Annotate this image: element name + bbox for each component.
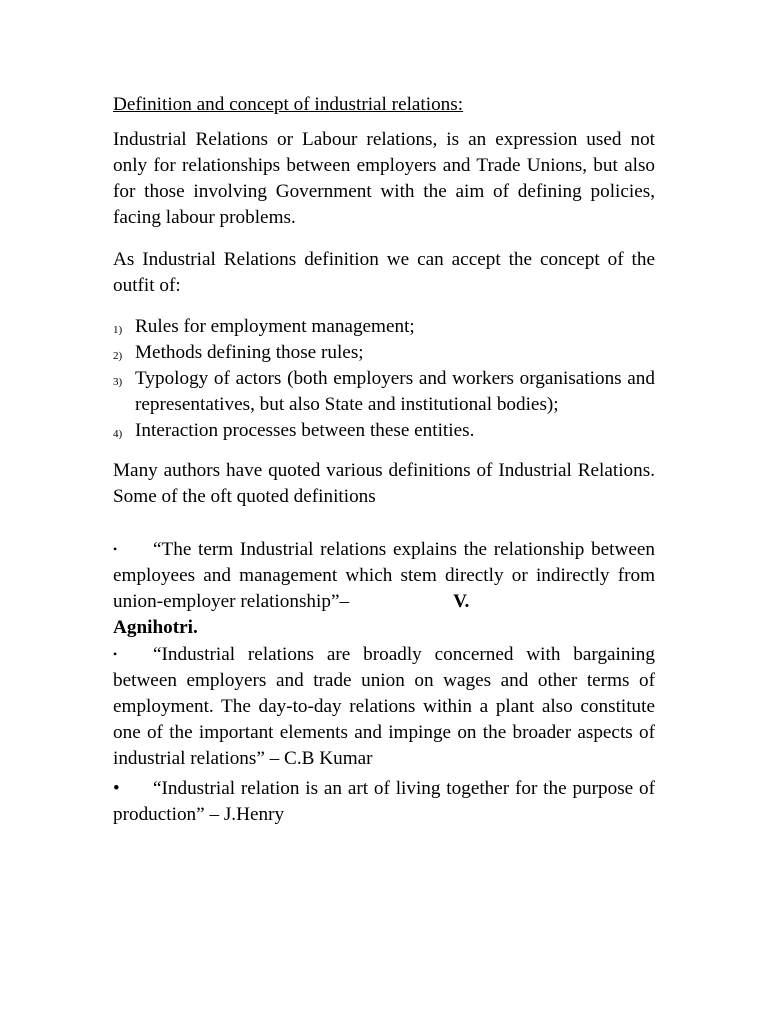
- quote-kumar: [113, 641, 655, 772]
- list-number: 4): [113, 428, 123, 440]
- list-item: [113, 314, 655, 340]
- document-body: [113, 92, 655, 828]
- paragraph-authors: Many authors have quoted various definitions of Industrial Relations. Some of the oft quoted definitions: [113, 460, 655, 507]
- bullet-icon: •: [113, 647, 118, 661]
- page-title: Definition and concept of industrial relations:: [113, 94, 464, 115]
- quote-author: Agnihotri.: [113, 617, 198, 638]
- list-number: 1): [113, 324, 123, 336]
- list-item: [113, 366, 655, 418]
- list-text: Methods defining those rules;: [135, 342, 364, 363]
- quote-author: V.: [453, 591, 470, 612]
- rules-list: [113, 314, 655, 444]
- list-item: [113, 418, 655, 444]
- bullet-icon: •: [113, 542, 118, 556]
- quote-text: “Industrial relation is an art of living together for the purpose of production” – J.Henry: [113, 778, 655, 825]
- list-number: 2): [113, 350, 123, 362]
- quote-agnihotri: [113, 536, 655, 641]
- quote-text: “The term Industrial relations explains the relationship between employees and management which stem directly or indirectly from union-employer relationship”–: [113, 539, 655, 612]
- bullet-icon: •: [113, 778, 120, 799]
- quote-text: “Industrial relations are broadly concerned with bargaining between employers and trade union on wages and other terms of employment. The day-to-day relations within a plant also constitute one of the important elements and impinge on the broader aspects of industrial relations” – C.B Kumar: [113, 644, 655, 769]
- paragraph-industrial-relations: Industrial Relations or Labour relations, is an expression used not only for relationships between employers and Trade Unions, but also for those involving Government with the aim of defining policies, facing labour problems.: [113, 129, 655, 228]
- list-text: Typology of actors (both employers and workers organisations and representatives, but also State and institutional bodies);: [135, 368, 655, 415]
- list-text: Rules for employment management;: [135, 316, 415, 337]
- list-item: [113, 340, 655, 366]
- quote-henry: [113, 776, 655, 828]
- list-number: 3): [113, 376, 123, 388]
- paragraph-definition-intro: As Industrial Relations definition we can accept the concept of the outfit of:: [113, 249, 655, 296]
- list-text: Interaction processes between these entities.: [135, 420, 475, 441]
